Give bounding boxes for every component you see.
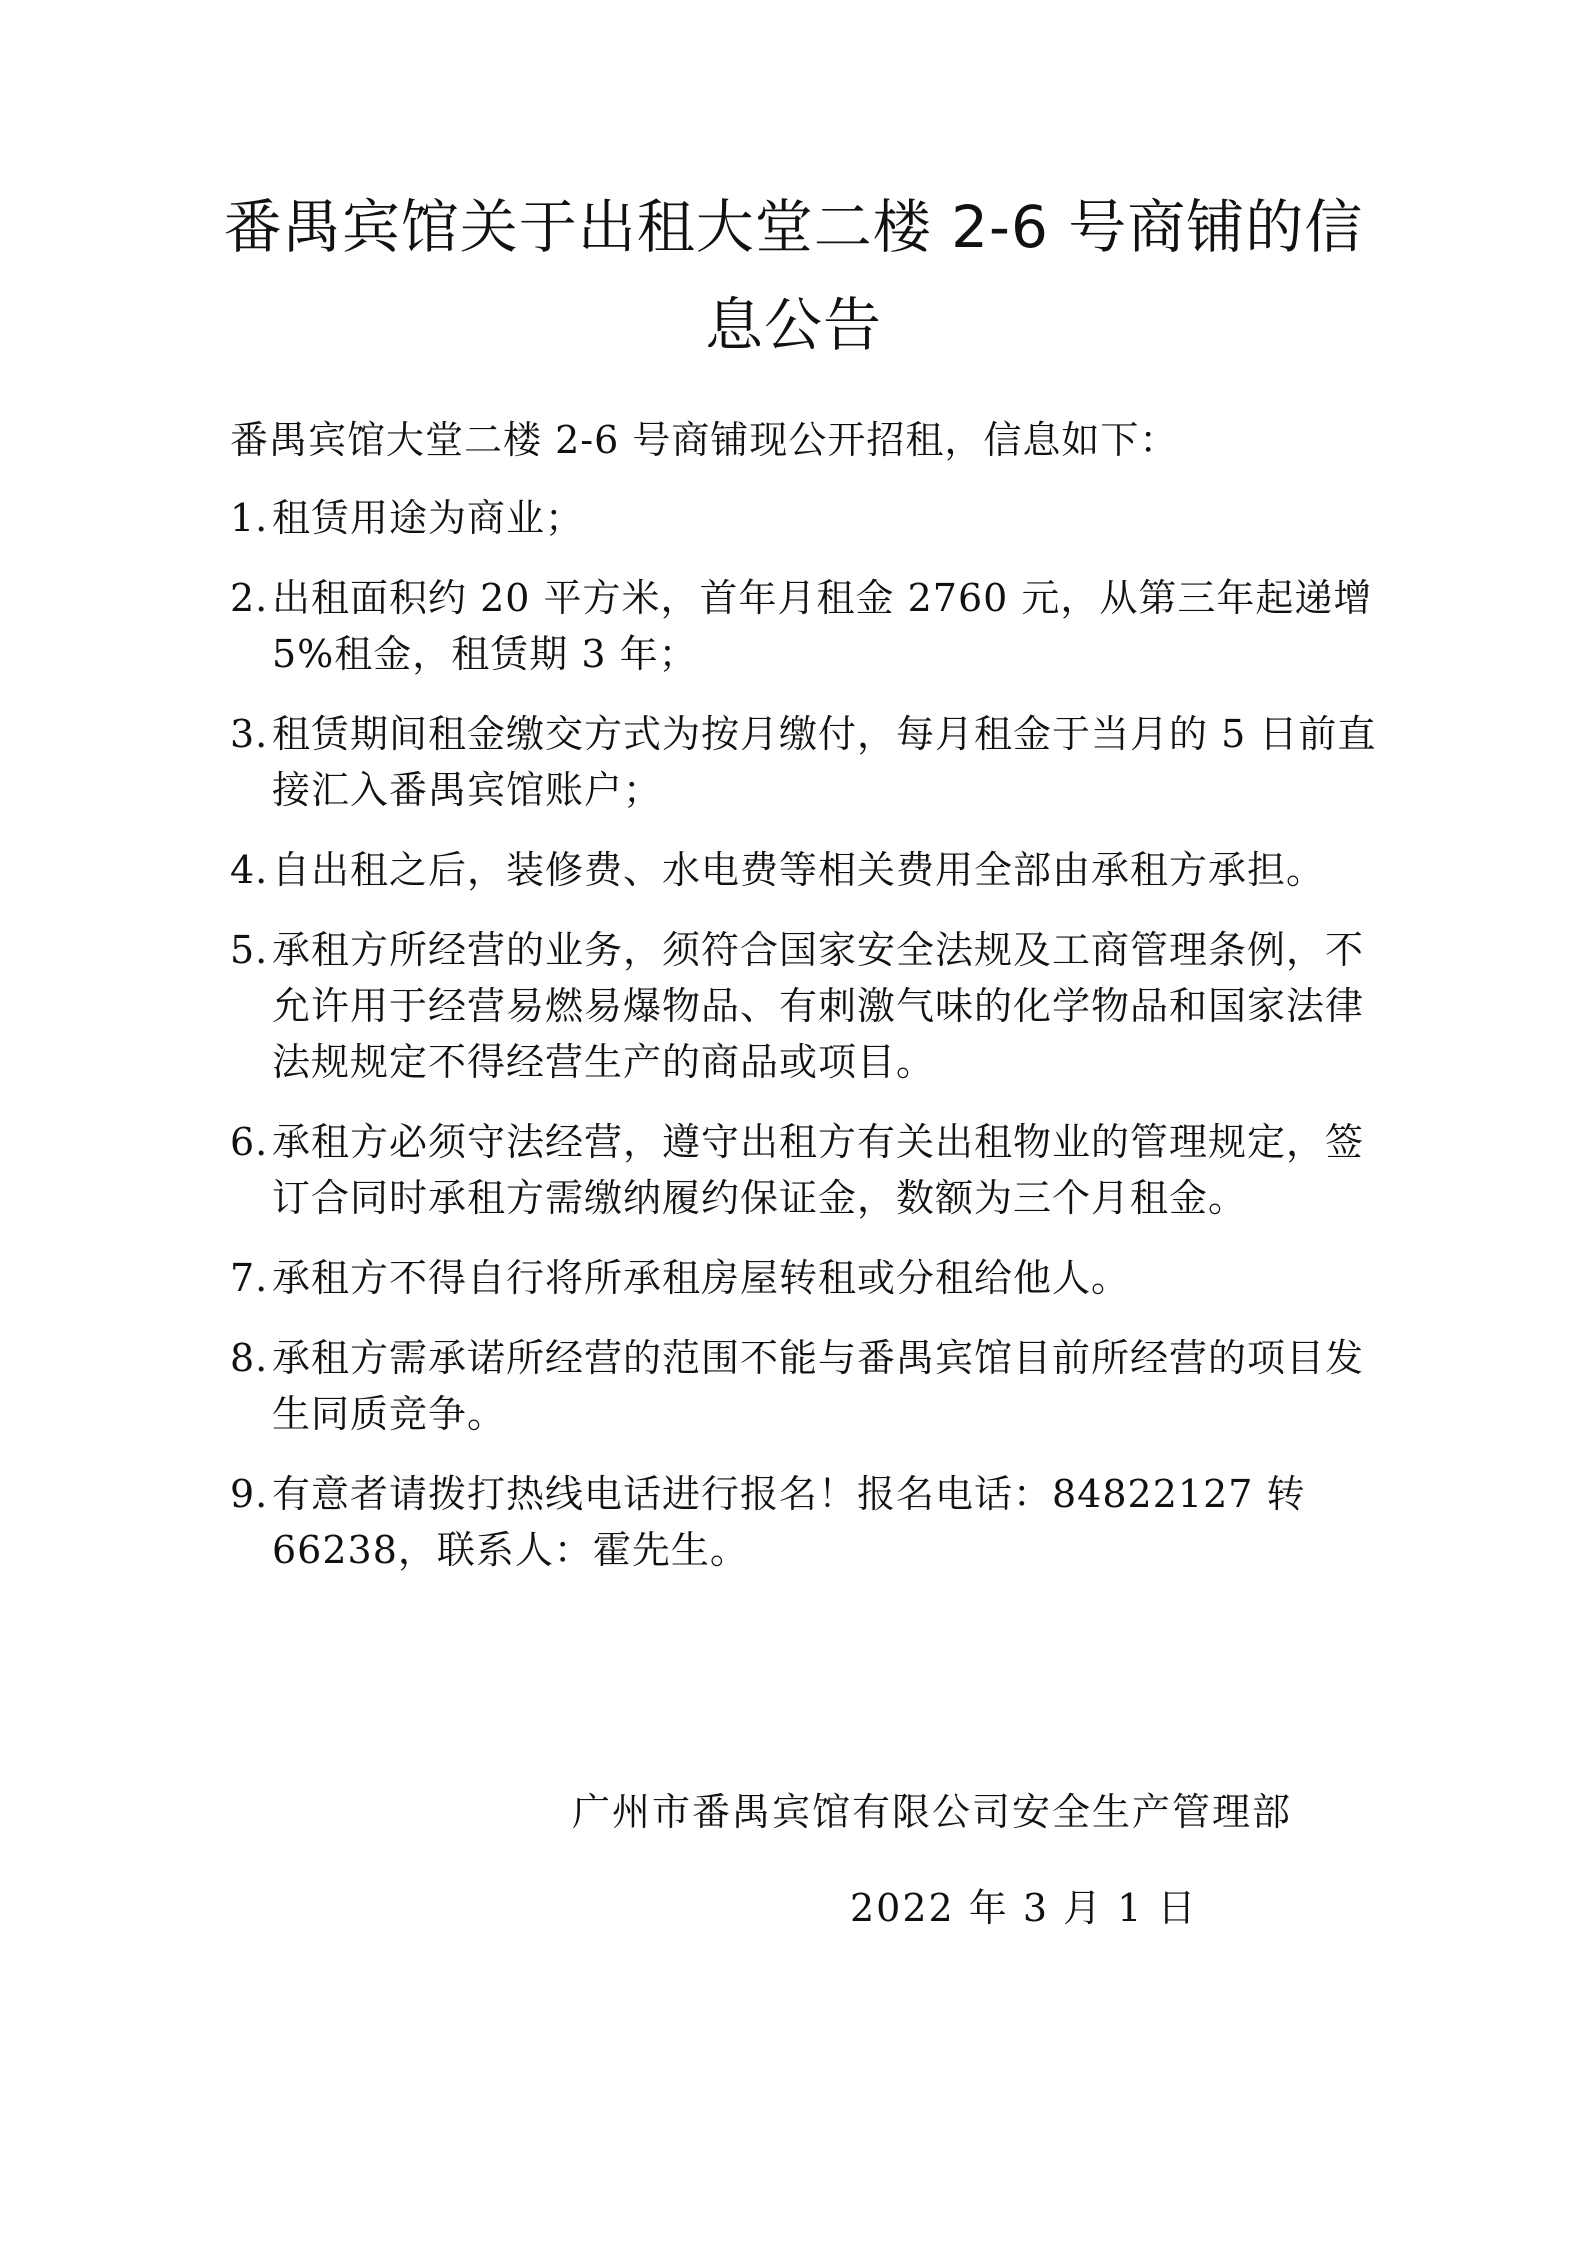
item-text: 出租面积约 20 平方米，首年月租金 2760 元，从第三年起递增 5%租金，租赁期 3 年； bbox=[272, 576, 1373, 676]
list-item bbox=[230, 842, 1380, 898]
title-line-1: 番禺宾馆关于出租大堂二楼 2-6 号商铺的信 bbox=[223, 193, 1364, 261]
signature-organization: 广州市番禺宾馆有限公司安全生产管理部 bbox=[572, 1790, 1293, 1834]
item-text: 租赁期间租金缴交方式为按月缴付，每月租金于当月的 5 日前直接汇入番禺宾馆账户； bbox=[272, 712, 1377, 812]
item-text: 有意者请拨打热线电话进行报名！报名电话：84822127 转 66238，联系人：霍先生。 bbox=[272, 1472, 1306, 1572]
notice-title bbox=[200, 178, 1387, 374]
item-number: 7. bbox=[230, 1256, 269, 1300]
list-item bbox=[230, 1466, 1380, 1578]
list-item bbox=[230, 706, 1380, 818]
list-item bbox=[230, 570, 1380, 682]
item-number: 2. bbox=[230, 576, 269, 620]
item-number: 4. bbox=[230, 848, 269, 892]
list-item bbox=[230, 922, 1380, 1090]
signature-date: 2022 年 3 月 1 日 bbox=[850, 1886, 1198, 1930]
list-item bbox=[230, 1330, 1380, 1442]
item-text: 承租方需承诺所经营的范围不能与番禺宾馆目前所经营的项目发生同质竞争。 bbox=[272, 1336, 1365, 1436]
item-number: 8. bbox=[230, 1336, 269, 1380]
item-number: 1. bbox=[230, 496, 269, 540]
item-number: 9. bbox=[230, 1472, 269, 1516]
item-text: 承租方所经营的业务，须符合国家安全法规及工商管理条例，不允许用于经营易燃易爆物品、有刺激气味的化学物品和国家法律法规规定不得经营生产的商品或项目。 bbox=[272, 928, 1365, 1084]
item-number: 6. bbox=[230, 1120, 269, 1164]
item-text: 租赁用途为商业； bbox=[272, 496, 585, 540]
title-line-2: 息公告 bbox=[704, 291, 882, 359]
terms-list bbox=[230, 490, 1380, 1602]
item-number: 5. bbox=[230, 928, 269, 972]
list-item bbox=[230, 1114, 1380, 1226]
list-item bbox=[230, 1250, 1380, 1306]
list-item bbox=[230, 490, 1380, 546]
item-text: 自出租之后，装修费、水电费等相关费用全部由承租方承担。 bbox=[272, 848, 1326, 892]
item-text: 承租方不得自行将所承租房屋转租或分租给他人。 bbox=[272, 1256, 1131, 1300]
item-text: 承租方必须守法经营，遵守出租方有关出租物业的管理规定，签订合同时承租方需缴纳履约保证金，数额为三个月租金。 bbox=[272, 1120, 1365, 1220]
intro-paragraph: 番禺宾馆大堂二楼 2-6 号商铺现公开招租，信息如下： bbox=[230, 418, 1179, 462]
item-number: 3. bbox=[230, 712, 269, 756]
